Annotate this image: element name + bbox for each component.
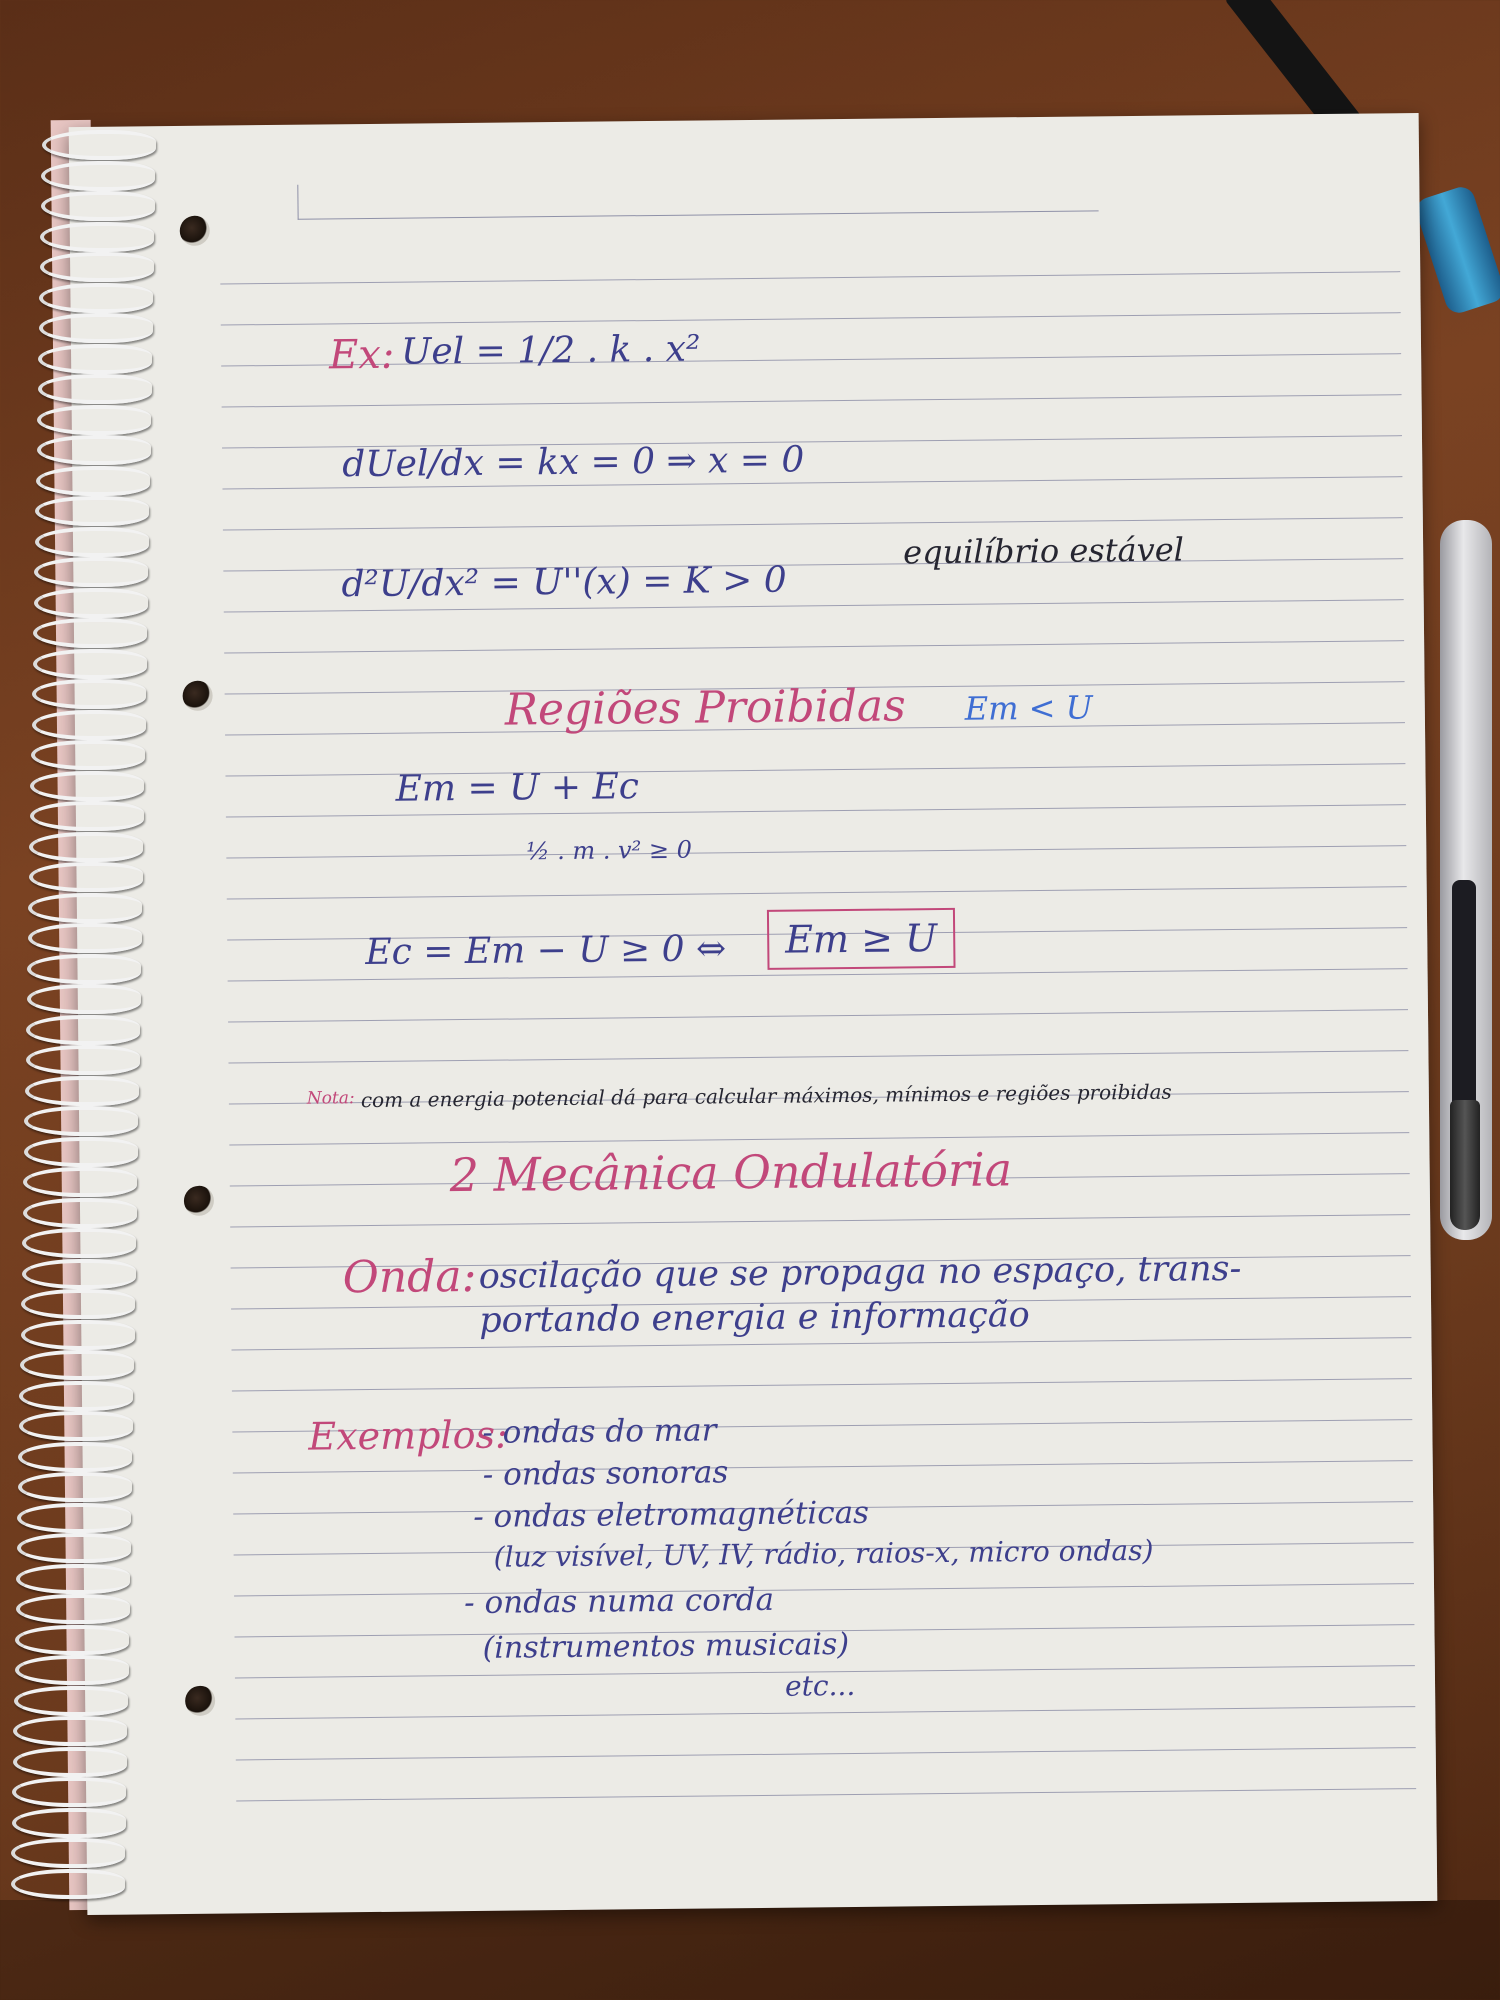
ruled-line [236, 1747, 1416, 1760]
spiral-coil [12, 1808, 126, 1838]
spiral-coil [32, 710, 146, 740]
spiral-coil [29, 862, 143, 892]
spiral-coil [24, 1137, 138, 1167]
ruled-line [223, 517, 1403, 530]
spiral-coil [36, 466, 150, 496]
ruled-line [230, 1214, 1410, 1227]
spiral-coil [20, 1350, 134, 1380]
spiral-coil [26, 1015, 140, 1045]
page-header-box [297, 176, 1098, 219]
spiral-coil [17, 1503, 131, 1533]
ruled-line [220, 271, 1400, 284]
spiral-coil [24, 1106, 138, 1136]
desk-surface [0, 1900, 1500, 2000]
clear-pen-tip [1450, 1100, 1480, 1230]
spiral-coil [18, 1442, 132, 1472]
forbidden-regions-title: Regiões Proibidas [504, 680, 906, 736]
example-item: - ondas eletromagnéticas [473, 1494, 870, 1535]
wave-definition-2: portando energia e informação [478, 1295, 1030, 1341]
ruled-line [221, 312, 1401, 325]
example-item-detail: (luz visível, UV, IV, rádio, raios-x, micro ondas) [493, 1533, 1154, 1574]
example-item: - ondas sonoras [482, 1454, 729, 1493]
example-item: - ondas do mar [482, 1412, 717, 1451]
blue-pen-cap [1413, 184, 1500, 317]
spiral-coil [31, 740, 145, 770]
spiral-coil [33, 649, 147, 679]
spiral-coil [38, 344, 152, 374]
ruled-line [224, 640, 1404, 653]
second-derivative: d²U/dx² = U''(x) = K > 0 [341, 559, 787, 606]
ruled-line [231, 1337, 1411, 1350]
spiral-coil [21, 1289, 135, 1319]
spiral-coil [23, 1167, 137, 1197]
spiral-coil [23, 1198, 137, 1228]
example-item-detail: (instrumentos musicais) [482, 1627, 850, 1666]
section-title: 2 Mecânica Ondulatória [449, 1142, 1013, 1203]
mechanical-energy: Em = U + Ec [395, 766, 640, 810]
spiral-coil [11, 1869, 125, 1899]
spiral-coil [27, 984, 141, 1014]
spiral-coil [15, 1655, 129, 1685]
spiral-coil [14, 1686, 128, 1716]
example-formula: Uel = 1/2 . k . x² [400, 328, 701, 373]
spiral-coil [22, 1259, 136, 1289]
spiral-coil [39, 283, 153, 313]
forbidden-condition: Em < U [964, 688, 1093, 728]
examples-label: Exemplos: [308, 1412, 508, 1459]
spiral-coil [13, 1716, 127, 1746]
ruled-line [228, 1009, 1408, 1022]
ruled-line [234, 1583, 1414, 1596]
ruled-line [227, 886, 1407, 899]
spiral-coil [27, 954, 141, 984]
boxed-result: Em ≥ U [767, 908, 955, 970]
ruled-line [232, 1378, 1412, 1391]
spiral-coil [18, 1472, 132, 1502]
spiral-coil [32, 679, 146, 709]
spiral-coil [12, 1777, 126, 1807]
spiral-coil [35, 527, 149, 557]
wave-definition-1: oscilação que se propaga no espaço, trans- [478, 1248, 1242, 1297]
spiral-coil [41, 161, 155, 191]
equilibrium-note: equilíbrio estável [902, 530, 1185, 572]
clear-pen-ink [1452, 880, 1476, 1120]
spiral-coil [34, 588, 148, 618]
ruled-line [236, 1788, 1416, 1801]
spiral-coil [16, 1594, 130, 1624]
ruled-line [235, 1706, 1415, 1719]
spiral-coil [34, 557, 148, 587]
spiral-coil [19, 1381, 133, 1411]
ruled-line [226, 845, 1406, 858]
spiral-coil [17, 1533, 131, 1563]
example-etc: etc... [784, 1668, 856, 1703]
spiral-coil [13, 1747, 127, 1777]
spiral-coil [37, 405, 151, 435]
spiral-coil [25, 1076, 139, 1106]
binder-hole [182, 681, 212, 711]
example-item: - ondas numa corda [463, 1581, 775, 1622]
spiral-coil [22, 1228, 136, 1258]
spiral-coil [15, 1625, 129, 1655]
first-derivative: dUel/dx = kx = 0 ⇒ x = 0 [342, 439, 805, 486]
ruled-line [233, 1460, 1413, 1473]
notebook-spiral [8, 130, 128, 1910]
notebook-page [69, 113, 1438, 1915]
spiral-coil [40, 252, 154, 282]
spiral-coil [28, 893, 142, 923]
spiral-coil [30, 771, 144, 801]
spiral-coil [37, 435, 151, 465]
spiral-coil [19, 1411, 133, 1441]
note-label: Nota: [306, 1088, 355, 1109]
spiral-coil [29, 832, 143, 862]
ruled-lines [69, 113, 1419, 127]
spiral-coil [42, 130, 156, 160]
spiral-coil [21, 1320, 135, 1350]
spiral-coil [11, 1838, 125, 1868]
spiral-coil [39, 313, 153, 343]
ruled-line [228, 1050, 1408, 1063]
spiral-coil [26, 1045, 140, 1075]
kinetic-inequality: Ec = Em − U ≥ 0 ⇔ [365, 928, 727, 974]
note-text: com a energia potencial dá para calcular máximos, mínimos e regiões proibidas [360, 1079, 1172, 1113]
spiral-coil [38, 374, 152, 404]
spiral-coil [28, 923, 142, 953]
spiral-coil [30, 801, 144, 831]
spiral-coil [16, 1564, 130, 1594]
binder-hole [184, 1186, 214, 1216]
binder-hole [185, 1686, 215, 1716]
spiral-coil [33, 618, 147, 648]
spiral-coil [41, 191, 155, 221]
example-label: Ex: [328, 331, 395, 379]
ruled-line [222, 394, 1402, 407]
spiral-coil [40, 222, 154, 252]
binder-hole [180, 216, 210, 246]
wave-label: Onda: [342, 1250, 477, 1304]
kinetic-term: ½ . m . v² ≥ 0 [526, 835, 693, 866]
ruled-line [221, 353, 1401, 366]
spiral-coil [35, 496, 149, 526]
